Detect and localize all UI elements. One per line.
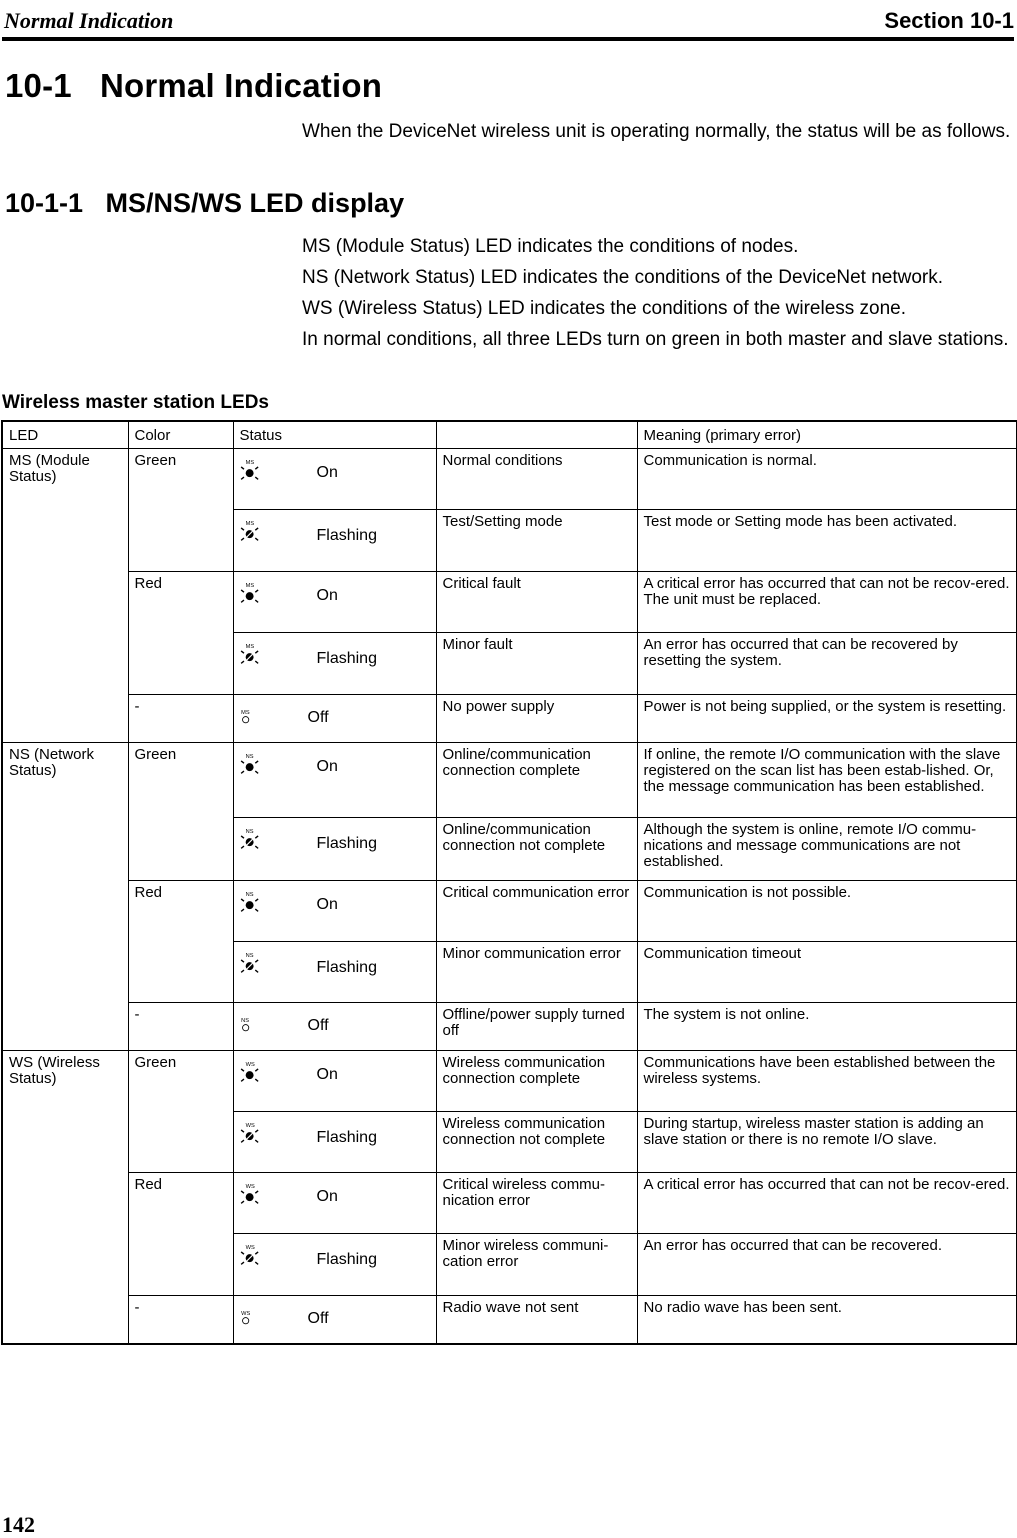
status-text: Flashing bbox=[316, 1251, 377, 1268]
condition-cell: No power supply bbox=[436, 695, 637, 743]
led-on-icon bbox=[240, 451, 274, 493]
led-off-icon bbox=[240, 1298, 274, 1340]
meaning-cell: The system is not online. bbox=[637, 1003, 1017, 1051]
led-label: WS bbox=[240, 1311, 250, 1318]
status-cell bbox=[233, 572, 436, 633]
led-label: WS bbox=[245, 1062, 255, 1069]
paragraph: In normal conditions, all three LEDs turn on green in both master and slave stations. bbox=[302, 329, 1009, 350]
table-row bbox=[2, 1173, 1017, 1234]
status-cell bbox=[233, 818, 436, 881]
status-cell bbox=[233, 1051, 436, 1112]
status-text: On bbox=[316, 758, 338, 775]
status-text: Flashing bbox=[316, 1129, 377, 1146]
led-flashing-icon bbox=[240, 1114, 274, 1156]
status-cell bbox=[233, 881, 436, 942]
meaning-cell: A critical error has occurred that can not be recov-ered. The unit must be replaced. bbox=[637, 572, 1017, 633]
status-text: Flashing bbox=[316, 835, 377, 852]
meaning-cell: Communications have been established between the wireless systems. bbox=[637, 1051, 1017, 1112]
led-flashing-icon bbox=[240, 1236, 274, 1278]
meaning-cell: Communication is normal. bbox=[637, 449, 1017, 510]
led-on-icon bbox=[240, 574, 274, 616]
column-header bbox=[436, 421, 637, 449]
status-cell bbox=[233, 1173, 436, 1234]
led-off-icon bbox=[240, 1005, 274, 1047]
color-cell: - bbox=[128, 1003, 233, 1051]
column-header: Color bbox=[128, 421, 233, 449]
condition-cell: Wireless communication connection complete bbox=[436, 1051, 637, 1112]
condition-cell: Critical communication error bbox=[436, 881, 637, 942]
column-header: Status bbox=[233, 421, 436, 449]
led-label: WS bbox=[245, 1184, 255, 1191]
meaning-cell: An error has occurred that can be recovered by resetting the system. bbox=[637, 633, 1017, 695]
intro-paragraph: When the DeviceNet wireless unit is operating normally, the status will be as follows. bbox=[302, 121, 1011, 142]
status-cell bbox=[233, 1234, 436, 1296]
table-header-row bbox=[2, 421, 1017, 449]
page-number: 142 bbox=[2, 1512, 35, 1537]
color-cell: - bbox=[128, 695, 233, 743]
led-flashing-icon bbox=[240, 512, 274, 554]
status-text: Flashing bbox=[316, 959, 377, 976]
meaning-cell: Communication is not possible. bbox=[637, 881, 1017, 942]
color-cell: Green bbox=[128, 743, 233, 881]
led-label: MS bbox=[245, 460, 254, 467]
meaning-cell: Communication timeout bbox=[637, 942, 1017, 1003]
led-status-table bbox=[1, 420, 1017, 1345]
meaning-cell: No radio wave has been sent. bbox=[637, 1296, 1017, 1344]
table-row bbox=[2, 695, 1017, 743]
status-cell bbox=[233, 1003, 436, 1051]
led-flashing-icon bbox=[240, 944, 274, 986]
status-text: Off bbox=[307, 1017, 329, 1034]
led-name-cell: WS (Wireless Status) bbox=[2, 1051, 128, 1344]
condition-cell: Wireless communication connection not complete bbox=[436, 1112, 637, 1173]
header-title: Normal Indication bbox=[4, 8, 174, 33]
paragraph: MS (Module Status) LED indicates the conditions of nodes. bbox=[302, 236, 799, 257]
meaning-cell: A critical error has occurred that can not be recov-ered. bbox=[637, 1173, 1017, 1234]
meaning-cell: During startup, wireless master station is adding an slave station or there is no remote I/O slave. bbox=[637, 1112, 1017, 1173]
color-cell: Red bbox=[128, 881, 233, 1003]
status-text: Flashing bbox=[316, 527, 377, 544]
column-header: Meaning (primary error) bbox=[637, 421, 1017, 449]
table-row bbox=[2, 572, 1017, 633]
table-row bbox=[2, 743, 1017, 818]
status-cell bbox=[233, 449, 436, 510]
status-cell bbox=[233, 743, 436, 818]
led-off-icon bbox=[240, 697, 274, 739]
led-label: MS bbox=[240, 710, 250, 717]
color-cell: - bbox=[128, 1296, 233, 1344]
color-cell: Red bbox=[128, 572, 233, 695]
status-text: On bbox=[316, 1066, 338, 1083]
status-text: On bbox=[316, 587, 338, 604]
led-label: MS bbox=[245, 583, 254, 590]
subsection-title: 10-1-1 MS/NS/WS LED display bbox=[5, 188, 405, 218]
led-label: NS bbox=[240, 1018, 249, 1025]
section-title: 10-1 Normal Indication bbox=[5, 67, 383, 104]
led-label: NS bbox=[245, 829, 254, 836]
condition-cell: Offline/power supply turned off bbox=[436, 1003, 637, 1051]
led-on-icon bbox=[240, 1175, 274, 1217]
status-cell bbox=[233, 695, 436, 743]
led-flashing-icon bbox=[240, 820, 274, 862]
condition-cell: Test/Setting mode bbox=[436, 510, 637, 572]
condition-cell: Online/communication connection not complete bbox=[436, 818, 637, 881]
table-row bbox=[2, 1296, 1017, 1344]
table-row bbox=[2, 449, 1017, 510]
led-label: MS bbox=[245, 521, 254, 528]
status-cell bbox=[233, 1296, 436, 1344]
led-name-cell: NS (Network Status) bbox=[2, 743, 128, 1051]
table-row bbox=[2, 1003, 1017, 1051]
table-row bbox=[2, 1051, 1017, 1112]
condition-cell: Online/communication connection complete bbox=[436, 743, 637, 818]
paragraph: NS (Network Status) LED indicates the conditions of the DeviceNet network. bbox=[302, 267, 944, 288]
meaning-cell: An error has occurred that can be recovered. bbox=[637, 1234, 1017, 1296]
condition-cell: Minor communication error bbox=[436, 942, 637, 1003]
table-row bbox=[2, 881, 1017, 942]
status-cell bbox=[233, 510, 436, 572]
meaning-cell: If online, the remote I/O communication with the slave registered on the scan list has been estab-lished. Or, the message communication has been established. bbox=[637, 743, 1017, 818]
condition-cell: Normal conditions bbox=[436, 449, 637, 510]
condition-cell: Critical fault bbox=[436, 572, 637, 633]
led-label: WS bbox=[245, 1245, 255, 1252]
led-label: NS bbox=[245, 953, 254, 960]
table-caption: Wireless master station LEDs bbox=[2, 392, 269, 413]
status-text: Flashing bbox=[316, 650, 377, 667]
led-on-icon bbox=[240, 883, 274, 925]
led-label: WS bbox=[245, 1123, 255, 1130]
color-cell: Green bbox=[128, 449, 233, 572]
status-text: On bbox=[316, 1188, 338, 1205]
led-on-icon bbox=[240, 1053, 274, 1095]
meaning-cell: Although the system is online, remote I/O commu-nications and message communications are not established. bbox=[637, 818, 1017, 881]
header-rule bbox=[2, 37, 1014, 41]
status-cell bbox=[233, 633, 436, 695]
meaning-cell: Power is not being supplied, or the system is resetting. bbox=[637, 695, 1017, 743]
running-header bbox=[0, 6, 1017, 36]
meaning-cell: Test mode or Setting mode has been activated. bbox=[637, 510, 1017, 572]
condition-cell: Minor fault bbox=[436, 633, 637, 695]
led-label: NS bbox=[245, 892, 254, 899]
color-cell: Green bbox=[128, 1051, 233, 1173]
column-header: LED bbox=[2, 421, 128, 449]
led-name-cell: MS (Module Status) bbox=[2, 449, 128, 743]
header-section: Section 10-1 bbox=[884, 8, 1014, 33]
status-cell bbox=[233, 1112, 436, 1173]
led-flashing-icon bbox=[240, 635, 274, 677]
status-text: Off bbox=[307, 1310, 329, 1327]
condition-cell: Minor wireless communi-cation error bbox=[436, 1234, 637, 1296]
condition-cell: Radio wave not sent bbox=[436, 1296, 637, 1344]
led-on-icon bbox=[240, 745, 274, 787]
color-cell: Red bbox=[128, 1173, 233, 1296]
led-label: NS bbox=[245, 754, 254, 761]
status-text: On bbox=[316, 464, 338, 481]
condition-cell: Critical wireless commu-nication error bbox=[436, 1173, 637, 1234]
status-cell bbox=[233, 942, 436, 1003]
status-text: On bbox=[316, 896, 338, 913]
led-label: MS bbox=[245, 644, 254, 651]
status-text: Off bbox=[307, 709, 329, 726]
paragraph: WS (Wireless Status) LED indicates the conditions of the wireless zone. bbox=[302, 298, 907, 319]
